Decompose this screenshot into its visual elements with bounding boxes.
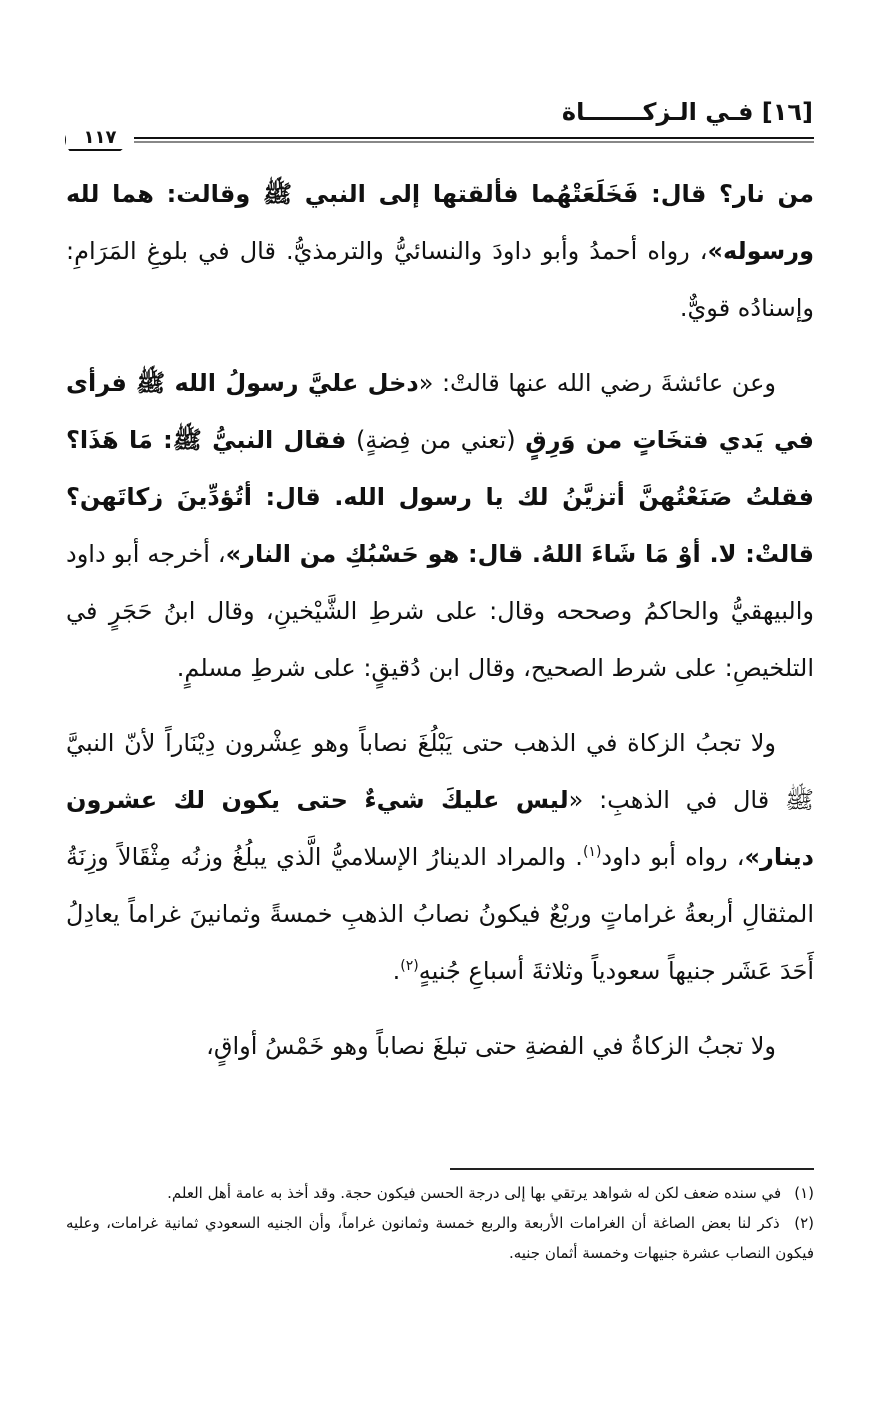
footnote-text: في سنده ضعف لكن له شواهد يرتقي بها إلى درجة الحسن فيكون حجة. وقد أخذ به عامة أهل العلم. — [167, 1184, 782, 1202]
footnote-ref: (٢) — [400, 958, 419, 974]
text-run: ، رواه أحمدُ وأبو داودَ والنسائيُّ والترمذيُّ. قال في بلوغِ المَرَامِ: وإسنادُه قويٌّ. — [66, 237, 814, 322]
quoted-text: ليس عليكَ شيءٌ حتى يكون لك عشرون دينار» — [66, 786, 814, 871]
text-run: ، أخرجه أبو داود والبيهقيُّ والحاكمُ وصححه وقال: على شرطِ الشَّيْخينِ، وقال ابنُ حَجَرٍ في التلخيصِ: على شرط الصحيح، وقال ابن دُقيقٍ: على شرطِ مسلمٍ. — [66, 540, 814, 682]
footnote-1 — [66, 1178, 814, 1208]
footnote-2 — [66, 1208, 814, 1268]
quoted-text: من نار؟ قال: فَخَلَعَتْهُما فألقتها إلى النبي ﷺ وقالت: هما لله ورسوله» — [66, 180, 814, 265]
paragraph-4 — [66, 1018, 814, 1075]
body-text — [66, 166, 814, 1075]
text-run: وعن عائشةَ رضي الله عنها قالتْ: « — [418, 369, 776, 397]
footnotes — [66, 1178, 814, 1268]
quoted-text: دخل عليَّ رسولُ الله ﷺ فرأى في يَدي فتخَاتٍ من وَرِقٍ — [66, 369, 814, 454]
header-rule-ornament — [64, 128, 814, 152]
quoted-text: فقال النبيُّ ﷺ: مَا هَذَا؟ فقلتُ صَنَعْتُهنَّ أتزيَّنُ لك يا رسول الله. قال: أتُؤدِّينَ زكاتَهن؟ قالتْ: لا. أوْ مَا شَاءَ اللهُ. قال: هو حَسْبُكِ من النار» — [66, 426, 814, 568]
paragraph-3 — [66, 715, 814, 1000]
text-run: ولا تجبُ الزكاةُ في الفضةِ حتى تبلغَ نصاباً وهو خَمْسُ أواقٍ، — [206, 1032, 776, 1060]
text-run: ، رواه أبو داود — [601, 843, 745, 871]
paragraph-1 — [66, 166, 814, 337]
text-run: . والمراد الدينارُ الإسلاميُّ الَّذي يبلُغُ وزنُه مِثْقَالاً وزِنَةُ المثقالِ أربعةُ غراماتٍ وربْعٌ فيكونُ نصابُ الذهبِ خمسةً وثمانينَ غراماً يعادِلُ أَحَدَ عَشَر جنيهاً سعودياً وثلاثةَ أسباعِ جُنيهٍ — [66, 843, 814, 985]
text-run: (تعني من فِضةٍ) — [346, 426, 526, 454]
running-title: [١٦] فـي الـزكـــــــاة — [561, 98, 813, 126]
footnote-rule — [450, 1168, 814, 1170]
page-number: ١١٧ — [66, 127, 134, 149]
text-run: ولا تجبُ الزكاة في الذهب حتى يَبْلُغَ نصاباً وهو عِشْرون دِيْنَاراً لأنّ النبيَّ ﷺ قال في الذهبِ: « — [66, 729, 814, 814]
paragraph-2 — [66, 355, 814, 697]
footnote-text: ذكر لنا بعض الصاغة أن الغرامات الأربعة والربع خمسة وثمانون غراماً، وأن الجنيه السعودي ثمانية غرامات، وعليه فيكون النصاب عشرة جنيهات وخمسة أثمان جنيه. — [66, 1214, 814, 1262]
text-run: . — [392, 957, 401, 985]
footnote-mark: (١) — [794, 1184, 814, 1202]
footnote-mark: (٢) — [794, 1214, 814, 1232]
footnote-ref: (١) — [582, 844, 602, 860]
